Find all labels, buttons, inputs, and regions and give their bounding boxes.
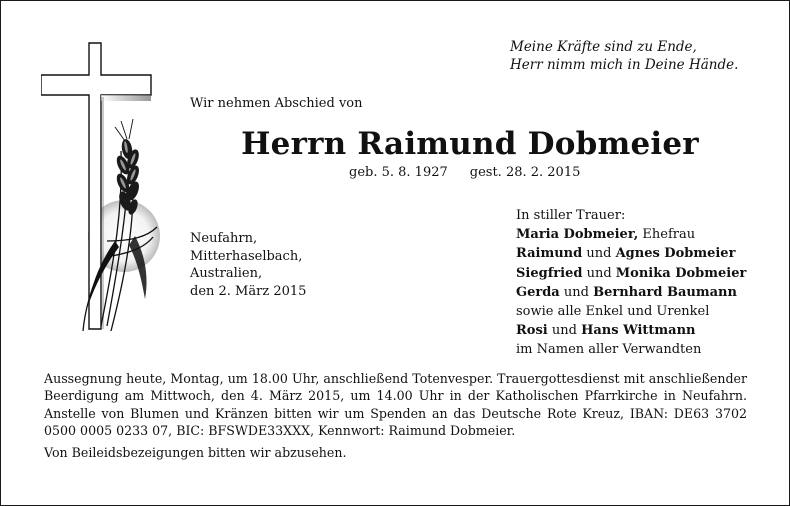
deceased-name: Herrn Raimund Dobmeier	[241, 126, 699, 162]
mourner-name: Monika Dobmeier	[615, 265, 747, 281]
closing-text: Von Beileidsbezeigungen bitten wir abzusehen.	[44, 444, 347, 460]
place-line: Neufahrn,	[190, 231, 258, 246]
death-date: gest. 28. 2. 2015	[469, 165, 581, 180]
mourner-conjunction: und	[582, 265, 616, 281]
verse-line: Meine Kräfte sind zu Ende,	[510, 39, 697, 55]
mourner-line	[516, 321, 746, 340]
mourner-conjunction: und	[559, 284, 594, 300]
mourner-name: Maria Dobmeier,	[516, 227, 639, 243]
announcement-block	[44, 370, 747, 461]
life-dates	[349, 165, 580, 180]
verse	[510, 38, 780, 74]
mourner-name: Raimund	[516, 246, 583, 262]
mourner-name: Hans Wittmann	[581, 323, 696, 339]
mourner-line	[516, 264, 746, 283]
cross-with-wheat-icon	[41, 41, 166, 341]
mourner-name: Gerda	[516, 284, 560, 300]
intro-text: Wir nehmen Abschied von	[190, 96, 363, 111]
mourner-text: im Namen aller Verwandten	[516, 342, 702, 358]
mourner-name: Rosi	[516, 323, 548, 339]
mourner-name: Bernhard Baumann	[593, 284, 737, 300]
mourner-line	[516, 225, 746, 244]
mourner-line	[516, 302, 746, 321]
date-line: den 2. März 2015	[190, 283, 307, 299]
places-and-date	[190, 230, 306, 300]
mourner-name: Siegfried	[516, 265, 583, 281]
place-line: Australien,	[190, 266, 263, 282]
mourner-relation: Ehefrau	[638, 227, 696, 243]
mourner-line	[516, 244, 746, 263]
mourner-name: Agnes Dobmeier	[615, 246, 736, 262]
mourners-list	[516, 206, 746, 360]
birth-date: geb. 5. 8. 1927	[349, 165, 448, 180]
verse-line: Herr nimm mich in Deine Hände.	[510, 57, 739, 73]
mourners-heading: In stiller Trauer:	[516, 208, 626, 223]
mourner-conjunction: und	[547, 323, 582, 339]
mourner-conjunction: und	[582, 246, 616, 262]
mourner-line	[516, 283, 746, 302]
mourner-text: sowie alle Enkel und Urenkel	[516, 304, 710, 320]
mourner-line	[516, 340, 746, 359]
place-line: Mitterhaselbach,	[190, 248, 303, 264]
announcement-text: Aussegnung heute, Montag, um 18.00 Uhr, anschließend Totenvesper. Trauergottesdienst mit anschließender Beerdigung am Mittwoch, den 4. März 2015, um 14.00 Uhr in der Katholischen Pfarrkirche in Neufahrn. Anstelle von Blumen und Kränzen bitten wir um Spenden an das Deutsche Rote Kreuz, IBAN: DE63 3702 0500 0005 0233 07, BIC: BFSWDE33XXX, Kennwort: Raimund Dobmeier.	[44, 371, 747, 439]
